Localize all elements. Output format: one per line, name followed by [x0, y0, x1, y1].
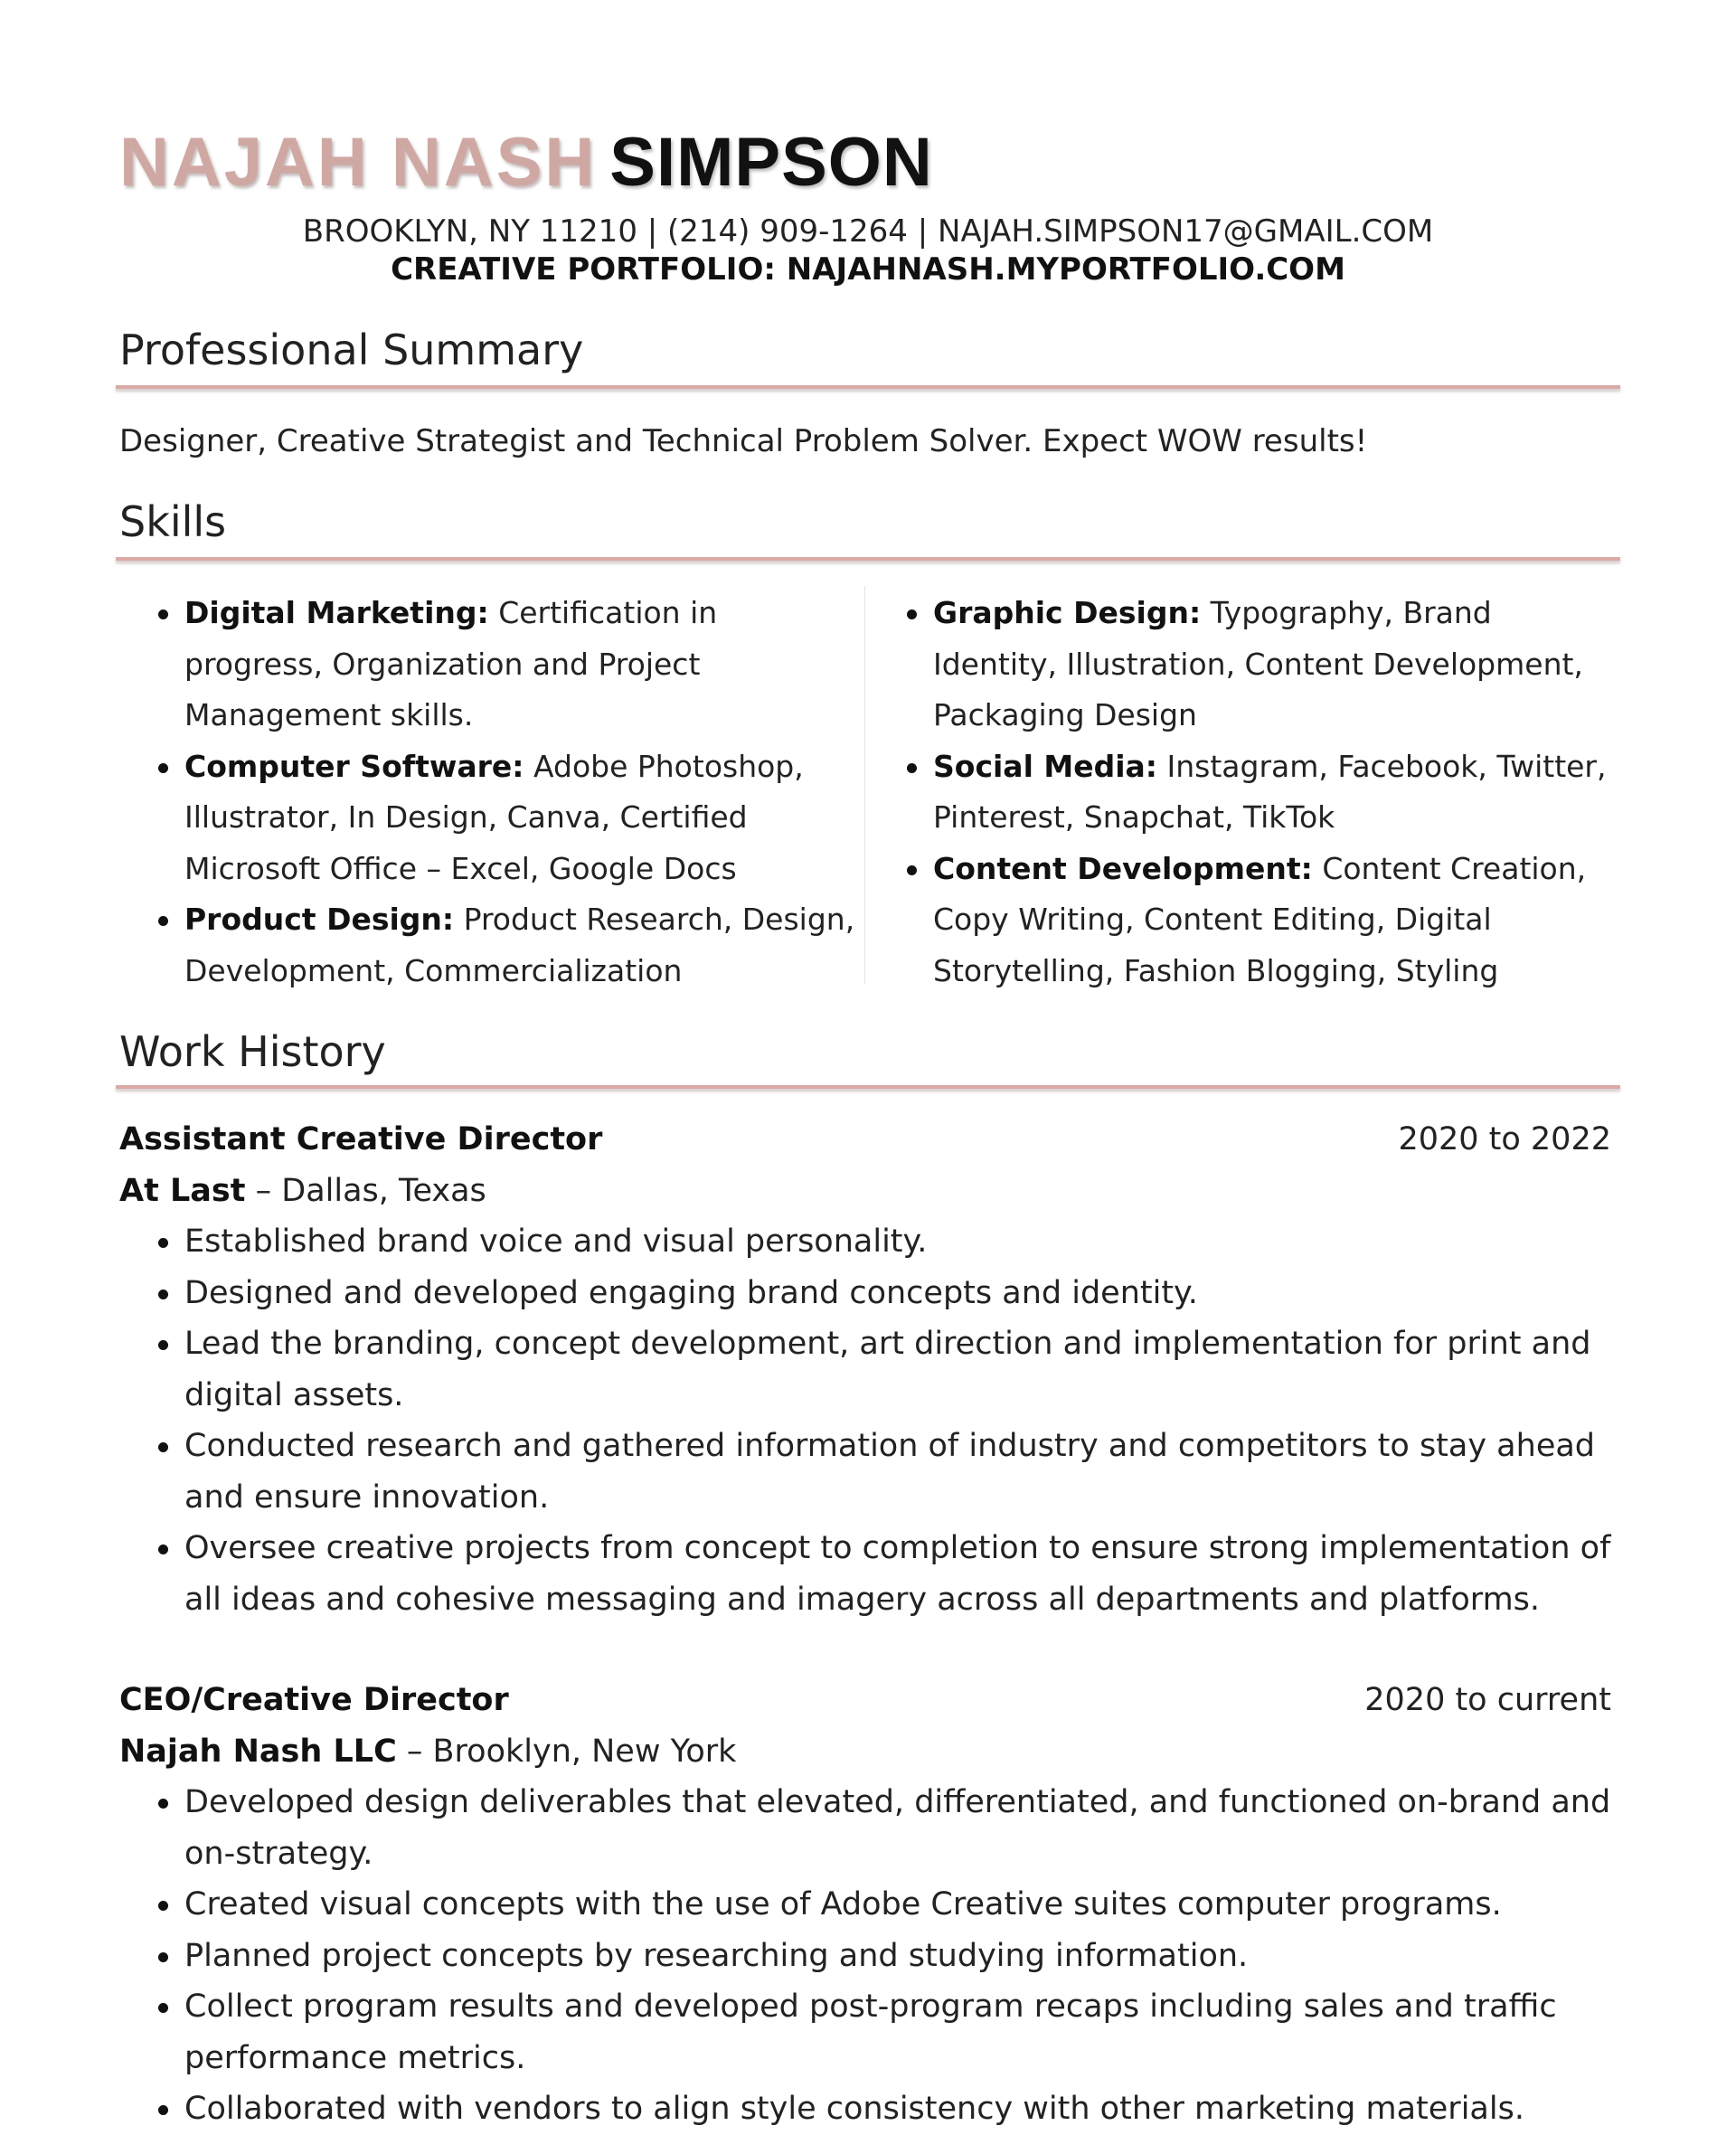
name-first: NAJAH NASH — [119, 124, 598, 201]
job-bullet: Designed and developed engaging brand concepts and identity. — [119, 1268, 1611, 1319]
skill-label: Product Design: — [184, 902, 455, 937]
skill-label: Digital Marketing: — [184, 595, 489, 630]
job-bullet: Oversee creative projects from concept to completion to ensure strong implementation of all ideas and cohesive messaging and imagery across all departments and platforms. — [119, 1523, 1611, 1625]
skill-label: Content Development: — [933, 850, 1313, 886]
work-divider — [116, 1085, 1620, 1089]
skills-column-divider — [864, 586, 865, 984]
job-bullet: Planned project concepts by researching and studying information. — [119, 1931, 1611, 1982]
job-company: At Last — [119, 1172, 246, 1209]
skill-item — [868, 742, 1618, 844]
job-location: – Dallas, Texas — [255, 1172, 486, 1209]
skill-label: Graphic Design: — [933, 595, 1202, 630]
job-company: Najah Nash LLC — [119, 1733, 397, 1770]
job-bullet: Collaborated with vendors to align style consistency with other marketing materials. — [119, 2083, 1611, 2135]
skill-text: Content Creation, Copy Writing, Content Editing, Digital Storytelling, Fashion Blogging, Styling — [933, 850, 1587, 988]
skill-item — [119, 894, 863, 997]
job-header — [119, 1114, 1611, 1166]
job-location: – Brooklyn, New York — [406, 1733, 737, 1770]
skill-item — [868, 844, 1618, 997]
job-title: Assistant Creative Director — [119, 1121, 603, 1157]
skills-left-column — [119, 588, 863, 997]
skills-right-column — [868, 588, 1618, 997]
skill-text: Product Research, Design, Development, Commercialization — [184, 902, 855, 988]
skill-text: Adobe Photoshop, Illustrator, In Design, Canva, Certified Microsoft Office – Excel, Google Docs — [184, 748, 804, 886]
job-header — [119, 1675, 1611, 1726]
summary-divider — [116, 385, 1620, 389]
work-heading: Work History — [119, 1027, 386, 1076]
skills-heading: Skills — [119, 497, 227, 546]
skill-item — [119, 588, 863, 742]
job-company-line — [119, 1166, 1611, 1217]
candidate-name — [119, 123, 933, 204]
job-entry — [119, 1675, 1611, 2135]
job-dates: 2020 to current — [1364, 1682, 1611, 1718]
skill-item — [119, 742, 863, 895]
job-dates: 2020 to 2022 — [1398, 1121, 1611, 1157]
portfolio-link[interactable]: CREATIVE PORTFOLIO: NAJAHNASH.MYPORTFOLIO.COM — [391, 251, 1345, 288]
job-bullet: Developed design deliverables that elevated, differentiated, and functioned on-brand and on-strategy. — [119, 1777, 1611, 1879]
summary-text: Designer, Creative Strategist and Technical Problem Solver. Expect WOW results! — [119, 423, 1368, 459]
skill-text: Certification in progress, Organization and Project Management skills. — [184, 595, 718, 732]
job-bullet: Collect program results and developed post-program recaps including sales and traffic performance metrics. — [119, 1981, 1611, 2083]
skill-label: Computer Software: — [184, 748, 524, 784]
skill-text: Instagram, Facebook, Twitter, Pinterest, Snapchat, TikTok — [933, 748, 1607, 835]
job-title: CEO/Creative Director — [119, 1682, 509, 1718]
job-bullet: Created visual concepts with the use of Adobe Creative suites computer programs. — [119, 1879, 1611, 1931]
skills-divider — [116, 557, 1620, 561]
contact-line: BROOKLYN, NY 11210 | (214) 909-1264 | NAJAH.SIMPSON17@GMAIL.COM — [302, 213, 1434, 250]
job-bullet: Established brand voice and visual personality. — [119, 1216, 1611, 1268]
skill-text: Typography, Brand Identity, Illustration, Content Development, Packaging Design — [933, 595, 1583, 732]
job-entry — [119, 1114, 1611, 1625]
job-bullet: Conducted research and gathered information of industry and competitors to stay ahead and ensure innovation. — [119, 1421, 1611, 1523]
job-bullet: Lead the branding, concept development, art direction and implementation for print and digital assets. — [119, 1318, 1611, 1421]
skill-item — [868, 588, 1618, 742]
name-last: SIMPSON — [609, 124, 933, 201]
summary-heading: Professional Summary — [119, 326, 584, 374]
job-company-line — [119, 1726, 1611, 1778]
skill-label: Social Media: — [933, 748, 1157, 784]
